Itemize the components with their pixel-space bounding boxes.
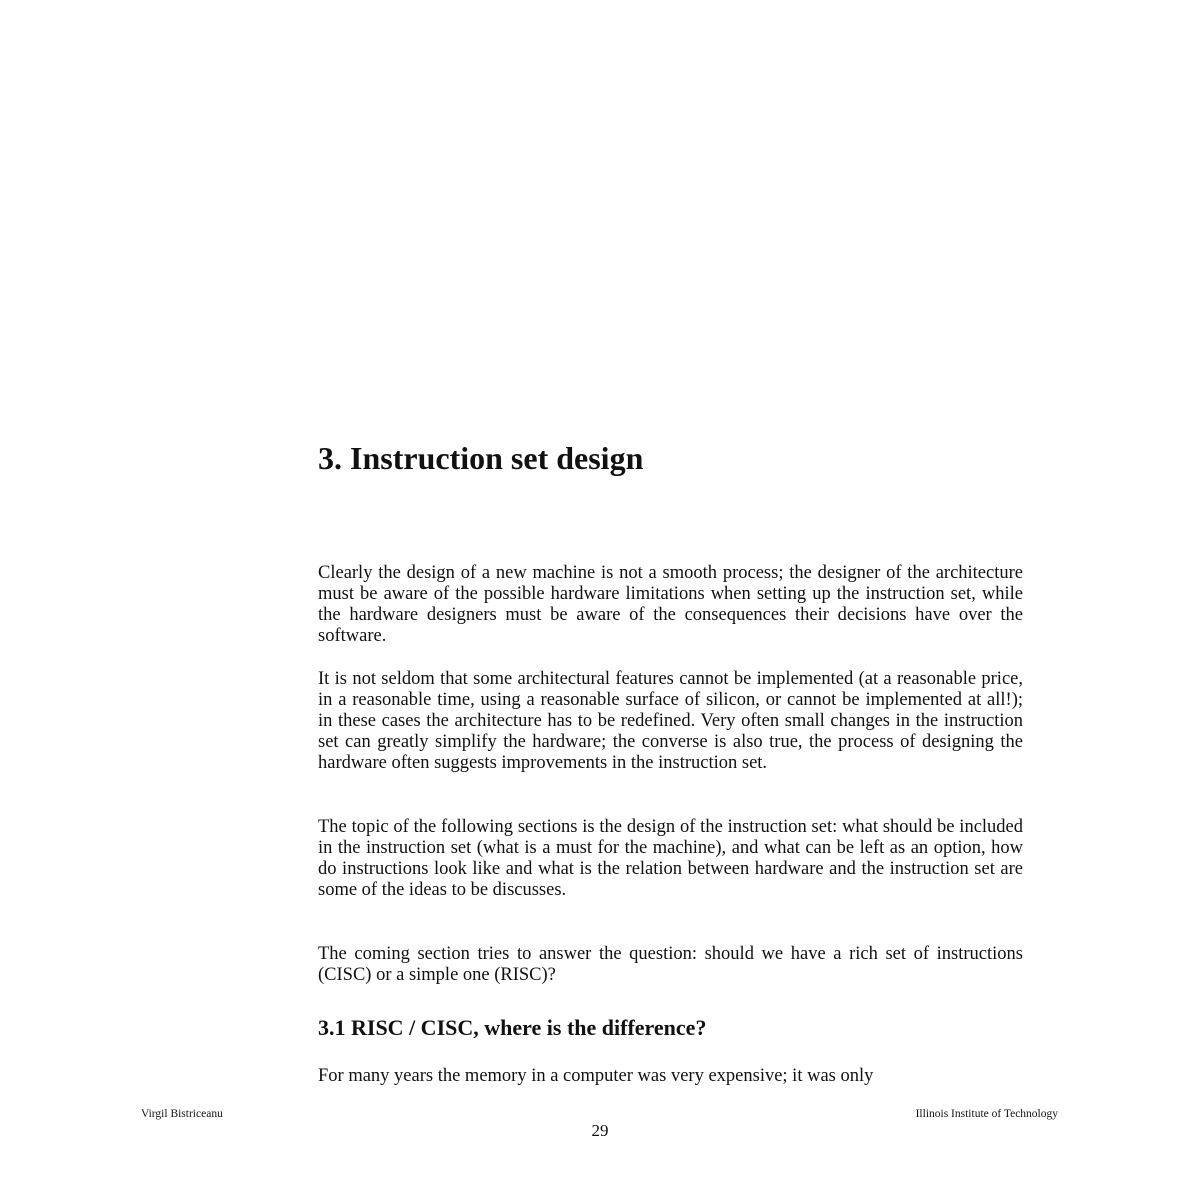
paragraph: Clearly the design of a new machine is not a smooth process; the designer of the architecture must be aware of the possible hardware limitations when setting up the instruction set, while the hardware designers must be aware of the consequences their decisions have over the software. bbox=[318, 563, 1023, 646]
paragraph: The coming section tries to answer the question: should we have a rich set of instructions (CISC) or a simple one (RISC)? bbox=[318, 944, 1023, 985]
page-number: 29 bbox=[591, 1121, 609, 1140]
chapter-title: 3. Instruction set design bbox=[318, 440, 644, 476]
section-title: 3.1 RISC / CISC, where is the difference? bbox=[318, 1015, 707, 1040]
section-first-line: For many years the memory in a computer was very expensive; it was only bbox=[318, 1066, 874, 1086]
footer-author: Virgil Bistriceanu bbox=[141, 1108, 223, 1120]
paragraph: It is not seldom that some architectural features cannot be implemented (at a reasonable price, in a reasonable time, using a reasonable surface of silicon, or cannot be implemented at all!); in these cases the architecture has to be redefined. Very often small changes in the instruction set can greatly simplify the hardware; the converse is also true, the process of designing the hardware often suggests improvements in the instruction set. bbox=[318, 669, 1023, 773]
footer-institution: Illinois Institute of Technology bbox=[915, 1108, 1058, 1120]
paragraph: The topic of the following sections is the design of the instruction set: what should be included in the instruction set (what is a must for the machine), and what can be left as an option, how do instructions look like and what is the relation between hardware and the instruction set are some of the ideas to be discusses. bbox=[318, 817, 1023, 900]
